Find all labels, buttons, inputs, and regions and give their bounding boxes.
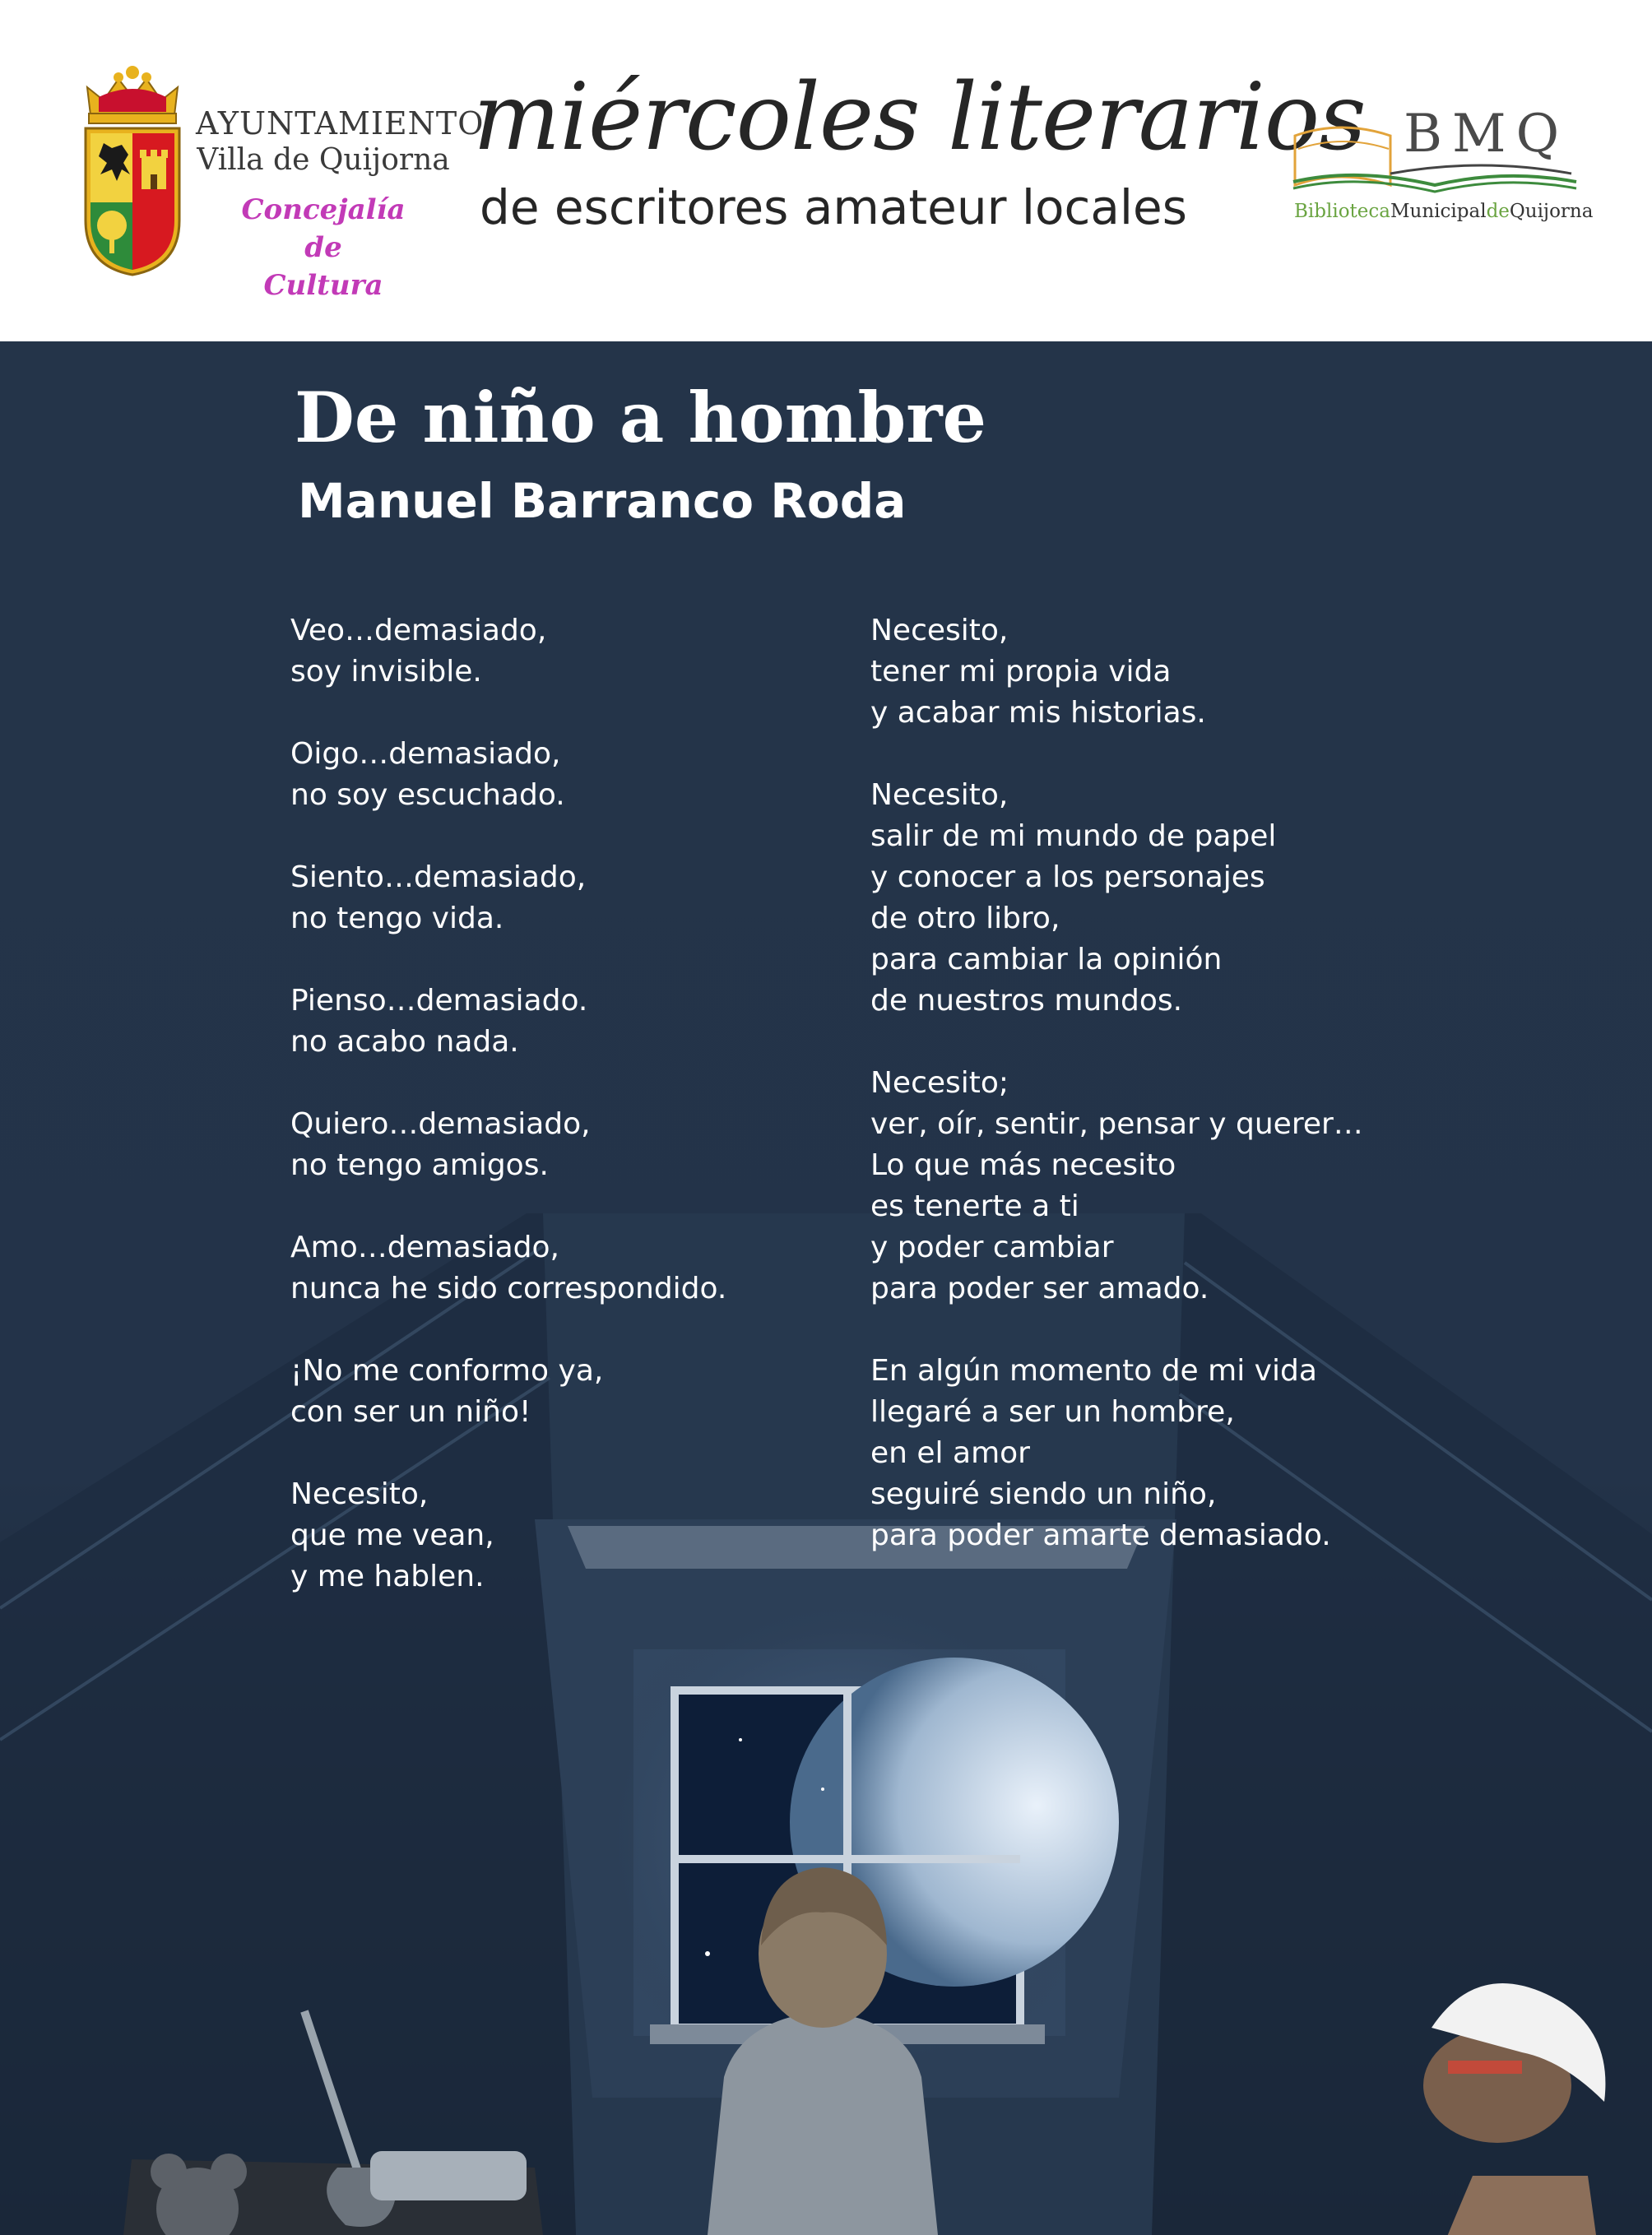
- poem-line: Amo…demasiado,: [290, 1231, 559, 1264]
- poem-line: tener mi propia vida: [870, 655, 1172, 689]
- poem-line: y me hablen.: [290, 1560, 485, 1593]
- poem-line: para poder amarte demasiado.: [870, 1519, 1331, 1552]
- poem-line: en el amor: [870, 1436, 1030, 1470]
- header-banner: [0, 0, 1652, 341]
- poem-line: de nuestros mundos.: [870, 984, 1183, 1018]
- poem-line: que me vean,: [290, 1519, 494, 1552]
- poem-line: para cambiar la opinión: [870, 943, 1223, 976]
- poem-line: Necesito,: [870, 614, 1009, 647]
- poem-line: y poder cambiar: [870, 1231, 1114, 1264]
- poem-line: con ser un niño!: [290, 1395, 531, 1429]
- poem-stanza: [290, 734, 866, 816]
- concejalia-line-1: Concejalía de: [241, 193, 406, 264]
- poem-line: Necesito;: [870, 1066, 1009, 1100]
- poem-stanza: [870, 775, 1611, 1022]
- concejalia-line-2: Cultura: [263, 269, 383, 302]
- poem-line: no tengo amigos.: [290, 1148, 549, 1182]
- poem-line: Lo que más necesito: [870, 1148, 1176, 1182]
- poem-title: De niño a hombre: [295, 377, 986, 458]
- library-name-part-3: de: [1486, 201, 1510, 222]
- poem-line: y acabar mis historias.: [870, 696, 1206, 730]
- poem-line: no acabo nada.: [290, 1025, 519, 1059]
- poem-line: seguiré siendo un niño,: [870, 1477, 1217, 1511]
- poem-line: ¡No me conformo ya,: [290, 1354, 604, 1388]
- poem-line: Veo…demasiado,: [290, 614, 547, 647]
- poem-line: salir de mi mundo de papel: [870, 819, 1277, 853]
- poem-line: no soy escuchado.: [290, 778, 565, 812]
- series-subtitle: de escritores amateur locales: [480, 179, 1187, 235]
- poem-stanza: [290, 610, 866, 693]
- poem-line: es tenerte a ti: [870, 1189, 1079, 1223]
- poem-author: Manuel Barranco Roda: [298, 473, 907, 529]
- poem-line: Oigo…demasiado,: [290, 737, 561, 771]
- poem-stanza: [290, 1351, 866, 1433]
- library-name: [1294, 201, 1594, 222]
- ayuntamiento-label: AYUNTAMIENTO: [196, 105, 485, 141]
- poem-line: Quiero…demasiado,: [290, 1107, 591, 1141]
- poem-line: y conocer a los personajes: [870, 860, 1265, 894]
- poem-line: Necesito,: [870, 778, 1009, 812]
- poem-stanza: [870, 610, 1611, 734]
- poem-stanza: [870, 1063, 1611, 1310]
- poem-line: Pienso…demasiado.: [290, 984, 588, 1018]
- poem-line: En algún momento de mi vida: [870, 1354, 1317, 1388]
- poem-line: Necesito,: [290, 1477, 429, 1511]
- poem-column-right: [870, 610, 1611, 1597]
- poem-line: llegaré a ser un hombre,: [870, 1395, 1235, 1429]
- poem-stanza: [290, 857, 866, 939]
- series-title: miércoles literarios: [473, 64, 1366, 171]
- library-initials: BMQ: [1404, 104, 1570, 165]
- poem-stanza: [290, 981, 866, 1063]
- poem-line: no tengo vida.: [290, 902, 504, 935]
- library-name-part-2: Municipal: [1390, 201, 1487, 222]
- library-name-part-4: Quijorna: [1509, 201, 1594, 222]
- poem-line: nunca he sido correspondido.: [290, 1272, 727, 1305]
- poem-line: para poder ser amado.: [870, 1272, 1209, 1305]
- poem-stanza: [870, 1351, 1611, 1556]
- poem-line: Siento…demasiado,: [290, 860, 587, 894]
- villa-label: Villa de Quijorna: [197, 143, 450, 177]
- concejalia-label: [220, 191, 426, 304]
- poem-line: de otro libro,: [870, 902, 1060, 935]
- poem-stanza: [290, 1474, 866, 1597]
- poem-line: soy invisible.: [290, 655, 482, 689]
- poem-line: ver, oír, sentir, pensar y querer…: [870, 1107, 1363, 1141]
- coat-of-arms-icon: [76, 64, 189, 280]
- library-name-part-1: Biblioteca: [1294, 201, 1390, 222]
- poem-stanza: [290, 1104, 866, 1186]
- poem-stanza: [290, 1227, 866, 1310]
- poem-column-left: [290, 610, 866, 1639]
